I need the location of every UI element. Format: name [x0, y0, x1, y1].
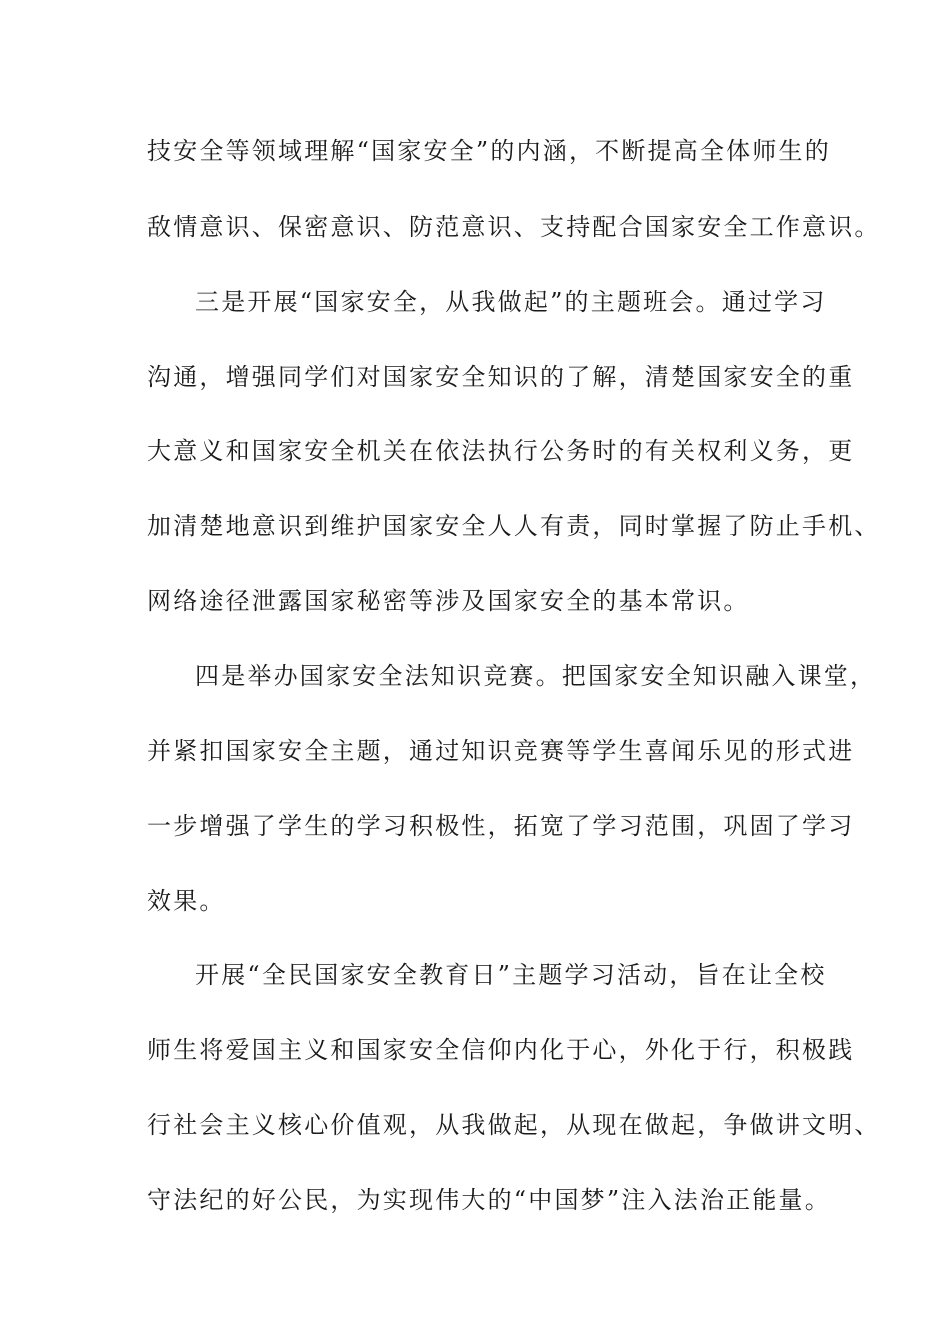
- text-line: 技安全等领域理解“国家安全”的内涵，不断提高全体师生的: [147, 137, 831, 165]
- paragraph-start-line: 开展“全民国家安全教育日”主题学习活动，旨在让全校: [195, 961, 827, 989]
- text-line: 效果。: [147, 887, 226, 915]
- text-line: 加清楚地意识到维护国家安全人人有责，同时掌握了防止手机、: [147, 512, 881, 540]
- text-line: 守法纪的好公民，为实现伟大的“中国梦”注入法治正能量。: [147, 1186, 831, 1214]
- text-line: 沟通，增强同学们对国家安全知识的了解，清楚国家安全的重: [147, 363, 855, 391]
- paragraph-start-line: 三是开展“国家安全，从我做起”的主题班会。通过学习: [195, 288, 827, 316]
- paragraph-start-line: 四是举办国家安全法知识竞赛。把国家安全知识融入课堂，: [195, 662, 877, 690]
- text-line: 行社会主义核心价值观，从我做起，从现在做起，争做讲文明、: [147, 1111, 881, 1139]
- text-line: 大意义和国家安全机关在依法执行公务时的有关权利义务，更: [147, 437, 855, 465]
- text-line: 敌情意识、保密意识、防范意识、支持配合国家安全工作意识。: [147, 213, 881, 241]
- text-line: 网络途径泄露国家秘密等涉及国家安全的基本常识。: [147, 587, 750, 615]
- text-line: 并紧扣国家安全主题，通过知识竞赛等学生喜闻乐见的形式进: [147, 737, 855, 765]
- text-line: 一步增强了学生的学习积极性，拓宽了学习范围，巩固了学习: [147, 812, 855, 840]
- text-line: 师生将爱国主义和国家安全信仰内化于心，外化于行，积极践: [147, 1036, 855, 1064]
